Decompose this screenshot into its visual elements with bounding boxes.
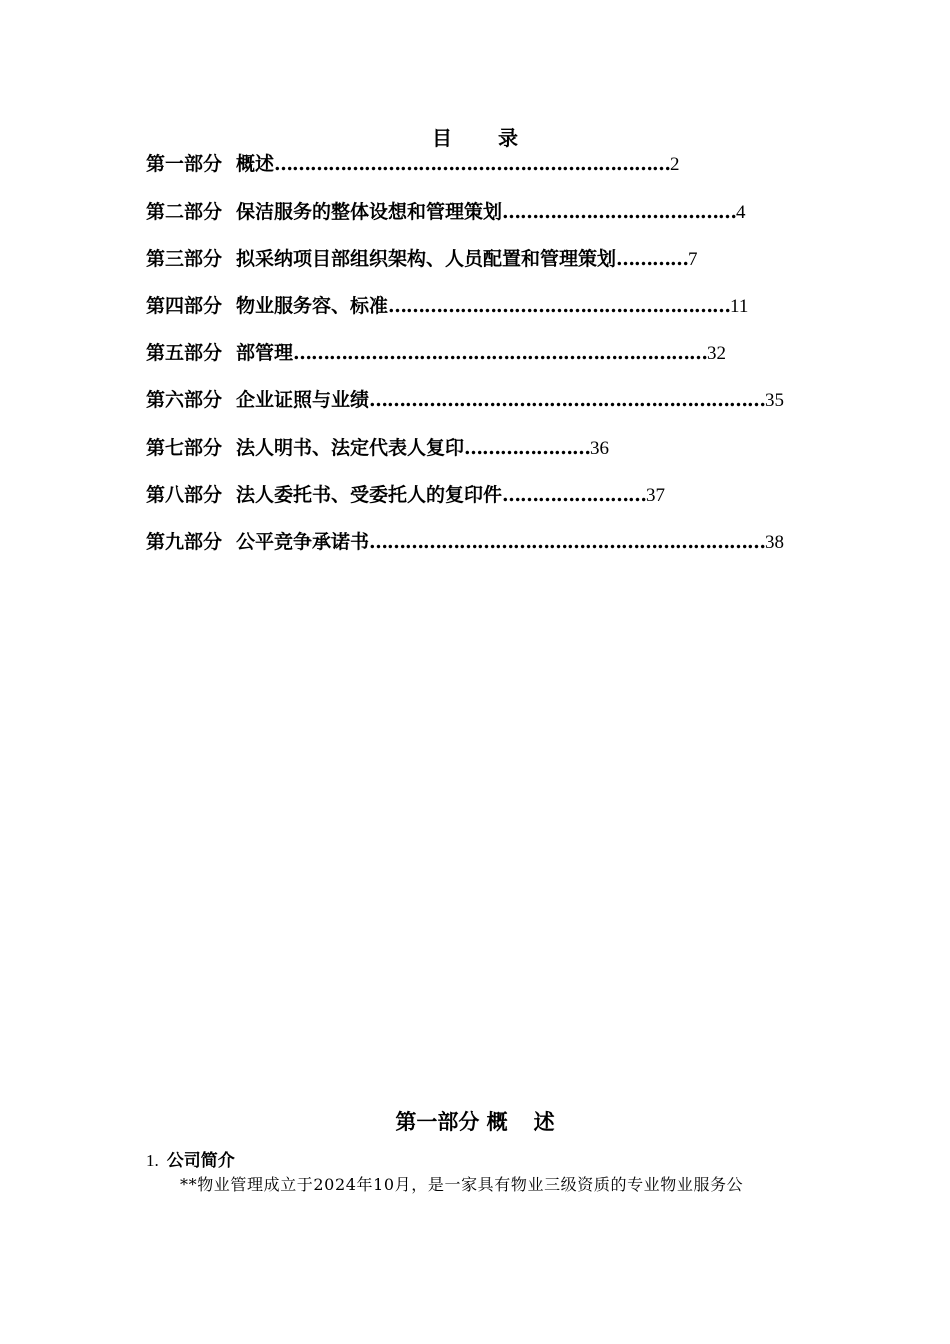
toc-entry-part: 第九部分 xyxy=(146,531,223,553)
toc-entry-title: 公平竞争承诺书 xyxy=(236,531,370,553)
toc-entry-page: 2 xyxy=(670,154,680,175)
toc-entry[interactable] xyxy=(146,197,746,223)
toc-entry-dots: ………………………………………………………… xyxy=(369,389,766,411)
toc-entry-title: 法人委托书、受委托人的复印件 xyxy=(236,484,503,506)
toc-entry[interactable] xyxy=(146,149,680,175)
toc-entry-dots: ………………………………… xyxy=(502,201,737,223)
toc-entry[interactable] xyxy=(146,338,726,364)
toc-entry-title: 概述 xyxy=(236,153,275,175)
toc-entry[interactable] xyxy=(146,433,609,459)
toc-entry-page: 7 xyxy=(688,249,698,270)
toc-entry-part: 第八部分 xyxy=(146,484,223,506)
toc-entry-dots: ………………………………………………… xyxy=(388,295,731,317)
toc-entry-page: 36 xyxy=(590,438,610,459)
toc-title-right: 录 xyxy=(498,126,518,150)
toc-entry-page: 38 xyxy=(765,532,785,553)
toc-title-left: 目 xyxy=(432,126,452,150)
toc-entry-part: 第六部分 xyxy=(146,389,223,411)
toc-entry-dots: ………… xyxy=(616,248,689,270)
toc-entry-part: 第一部分 xyxy=(146,153,223,175)
subsection-index: 1. xyxy=(146,1151,159,1170)
toc-title xyxy=(0,122,950,151)
toc-entry-page: 32 xyxy=(707,343,727,364)
toc-entry[interactable] xyxy=(146,527,784,553)
toc-entry-dots: ………………………………………………………… xyxy=(369,531,766,553)
toc-entry[interactable] xyxy=(146,385,784,411)
toc-entry-part: 第七部分 xyxy=(146,437,223,459)
section-title xyxy=(0,1106,950,1136)
subsection-heading xyxy=(146,1146,235,1171)
toc-entry-title: 企业证照与业绩 xyxy=(236,389,370,411)
toc-entry-page: 11 xyxy=(730,296,749,317)
toc-entry-dots: ………………………………………………………… xyxy=(274,153,671,175)
toc-entry-page: 4 xyxy=(736,202,746,223)
toc-entry-dots: …………………………………………………………… xyxy=(293,342,708,364)
subsection-title: 公司简介 xyxy=(166,1151,235,1171)
toc-entry-dots: ………………… xyxy=(464,437,591,459)
toc-entry-dots: …………………… xyxy=(502,484,647,506)
section-title-right: 述 xyxy=(533,1109,555,1134)
toc-entry[interactable] xyxy=(146,480,665,506)
toc-entry-title: 物业服务容、标准 xyxy=(236,295,389,317)
body-paragraph: **物业管理成立于2024年10月，是一家具有物业三级资质的专业物业服务公 xyxy=(180,1175,744,1194)
toc-entry-title: 部管理 xyxy=(236,342,294,364)
toc-entry-part: 第五部分 xyxy=(146,342,223,364)
toc-entry-title: 法人明书、法定代表人复印 xyxy=(236,437,465,459)
toc-entry-page: 37 xyxy=(646,485,666,506)
toc-entry-part: 第四部分 xyxy=(146,295,223,317)
toc-entry-title: 保洁服务的整体设想和管理策划 xyxy=(236,201,503,223)
toc-entry-title: 拟采纳项目部组织架构、人员配置和管理策划 xyxy=(236,248,617,270)
toc-entry-page: 35 xyxy=(765,390,785,411)
toc-entry-part: 第二部分 xyxy=(146,201,223,223)
toc-entry-part: 第三部分 xyxy=(146,248,223,270)
section-title-left: 第一部分 概 xyxy=(395,1109,508,1134)
toc-entry[interactable] xyxy=(146,244,698,270)
toc-entry[interactable] xyxy=(146,291,748,317)
